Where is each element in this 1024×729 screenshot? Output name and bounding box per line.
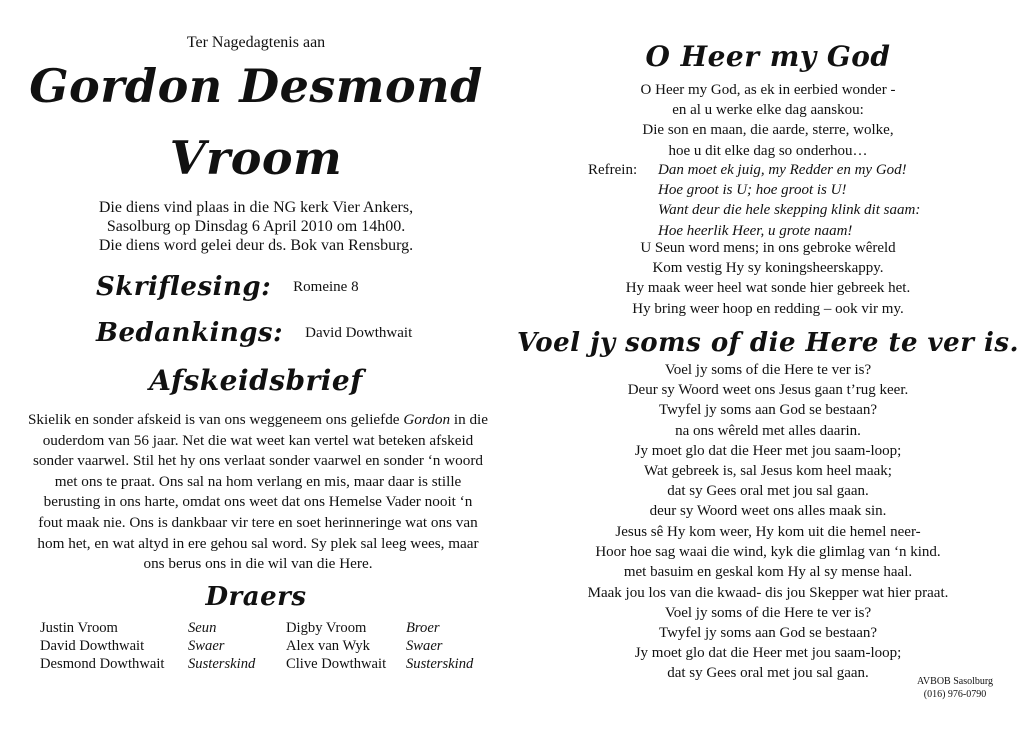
poem-line: Jy moet glo dat die Heer met jou saam-loop;	[634, 442, 902, 459]
poem-line: met basuim en geskal kom Hy al sy mense haal.	[623, 564, 913, 581]
bearer-relation: Seun	[188, 620, 217, 636]
bearers-title: Draers	[205, 582, 307, 612]
verse-line: hoe u dit elke dag so onderhou…	[668, 142, 868, 159]
footer-phone: (016) 976-0790	[923, 689, 987, 700]
bearers-table	[40, 619, 473, 673]
table-row	[40, 637, 473, 655]
letter-line: sonder vaarwel. Stil het hy ons verlaat sonder vaarwel en sonder ‘n woord	[32, 452, 483, 470]
verse-line: Hy bring weer hoop en redding – ook vir my.	[632, 300, 904, 317]
letter-line: met ons te praat. Ons sal na hom verlang en mis, maar daar is stille	[54, 472, 462, 490]
bearer-relation: Swaer	[188, 638, 225, 654]
letter-line: berusting in ons harte, omdat ons weet dat ons Hemelse Vader nooit ‘n	[43, 493, 473, 511]
poem-line: Wat gebreek is, sal Jesus kom heel maak;	[644, 463, 892, 480]
poem-line: Jy moet glo dat die Heer met jou saam-loop;	[634, 645, 902, 662]
verse-line: Kom vestig Hy sy koningsheerskappy.	[652, 260, 884, 277]
letter-line: Skielik en sonder afskeid is van ons weggeneem ons geliefde Gordon in die	[27, 411, 489, 428]
right-page	[512, 0, 1024, 729]
verse-line: Hy maak weer heel wat sonde hier gebreek het.	[625, 280, 911, 297]
hymn-refrain	[588, 160, 920, 241]
farewell-letter	[16, 410, 500, 575]
bearer-name: Digby Vroom	[286, 620, 367, 636]
verse-line: en al u werke elke dag aanskou:	[672, 102, 864, 119]
letter-line: ons berus ons in die wil van die Here.	[143, 555, 373, 573]
thanks-value: David Dowthwait	[305, 324, 413, 341]
bearer-relation: Susterskind	[188, 656, 256, 672]
service-line: Die diens vind plaas in die NG kerk Vier Ankers,	[98, 199, 414, 216]
service-line: Sasolburg op Dinsdag 6 April 2010 om 14h00.	[106, 218, 406, 235]
bearer-name: Justin Vroom	[40, 620, 118, 636]
reading-label: Skriflesing:	[96, 272, 272, 302]
deceased-name-line2: Vroom	[169, 131, 343, 185]
refrain-line: Want deur die hele skepping klink dit saam:	[658, 202, 921, 219]
table-row	[40, 619, 473, 637]
letter-line: hom het, en wat altyd in ere gehou sal word. Sy plek sal leeg wees, maar	[37, 534, 479, 552]
refrain-line: Dan moet ek juig, my Redder en my God!	[658, 162, 907, 178]
hymn-title: O Heer my God	[645, 40, 891, 73]
funeral-home-footer	[917, 675, 993, 701]
poem-line: Jesus sê Hy kom weer, Hy kom uit die hemel neer-	[615, 524, 921, 540]
deceased-name-line1: Gordon Desmond	[29, 59, 483, 113]
verse-line: U Seun word mens; in ons gebroke wêreld	[640, 240, 896, 256]
footer-company: AVBOB Sasolburg	[917, 676, 994, 687]
bearer-name: Clive Dowthwait	[286, 656, 387, 672]
letter-line: ouderdom van 56 jaar. Net die wat weet kan vertel wat beteken afskeid	[42, 431, 474, 449]
letter-title: Afskeidsbrief	[149, 364, 363, 397]
bearer-name: Desmond Dowthwait	[40, 656, 165, 672]
poem-title: Voel jy soms of die Here te ver is.	[516, 328, 1020, 358]
bearer-name: Alex van Wyk	[286, 638, 370, 654]
poem-line: Maak jou los van die kwaad- dis jou Skepper wat hier praat.	[587, 584, 949, 601]
service-line: Die diens word gelei deur ds. Bok van Rensburg.	[98, 237, 414, 254]
intro-text: Ter Nagedagtenis aan	[186, 34, 326, 51]
bearer-relation: Susterskind	[406, 656, 474, 672]
poem-line: dat sy Gees oral met jou sal gaan.	[667, 665, 869, 682]
poem-line: Twyfel jy soms aan God se bestaan?	[658, 625, 878, 642]
thanks-label: Bedankings:	[96, 318, 284, 348]
poem-line: Twyfel jy soms aan God se bestaan?	[658, 402, 878, 419]
letter-name-italic: Gordon	[403, 411, 451, 428]
hymn-verse-2	[512, 238, 1024, 319]
refrain-lines	[658, 160, 920, 241]
poem-line: Voel jy soms of die Here te ver is?	[664, 362, 872, 378]
verse-line: Die son en maan, die aarde, sterre, wolke,	[642, 122, 894, 139]
reading-value: Romeine 8	[293, 278, 359, 295]
verse-line: O Heer my God, as ek in eerbied wonder -	[640, 82, 896, 98]
refrain-label: Refrein:	[588, 162, 638, 178]
poem-line: Voel jy soms of die Here te ver is?	[664, 604, 872, 621]
letter-line: fout maak nie. Ons is dankbaar vir tere en soet herinneringe wat ons van	[38, 513, 478, 531]
poem-line: Hoor hoe sag waai die wind, kyk die glimlag van ‘n kind.	[595, 544, 941, 561]
refrain-line: Hoe heerlik Heer, u grote naam!	[658, 222, 853, 239]
poem-stanza-1	[512, 360, 1024, 522]
reading-row	[96, 272, 359, 302]
poem-line: na ons wêreld met alles daarin.	[675, 422, 861, 439]
bearer-relation: Broer	[406, 620, 440, 636]
table-row	[40, 655, 473, 673]
refrain-line: Hoe groot is U; hoe groot is U!	[658, 182, 847, 199]
poem-line: dat sy Gees oral met jou sal gaan.	[667, 483, 869, 500]
thanks-row	[96, 318, 412, 348]
poem-line: deur sy Woord weet ons alles maak sin.	[649, 503, 887, 520]
service-details	[0, 198, 512, 255]
bearer-name: David Dowthwait	[40, 638, 145, 654]
poem-stanza-2	[512, 522, 1024, 684]
poem-line: Deur sy Woord weet ons Jesus gaan t’rug keer.	[627, 382, 909, 399]
bearer-relation: Swaer	[406, 638, 443, 654]
hymn-verse-1	[512, 80, 1024, 161]
